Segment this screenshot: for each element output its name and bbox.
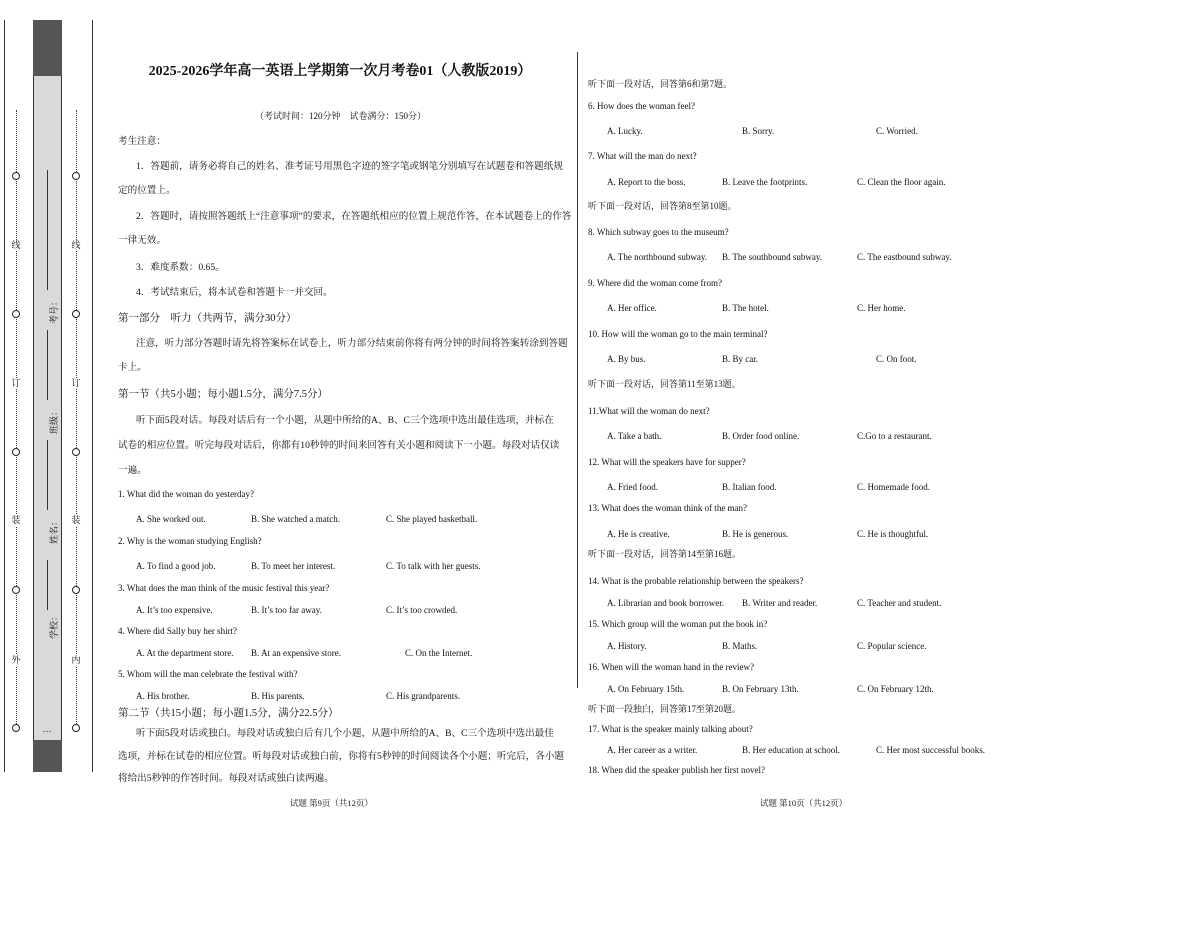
notice-heading: 考生注意： — [118, 136, 166, 147]
option-a[interactable]: A. History. — [607, 641, 647, 651]
option-c[interactable]: C. She played basketball. — [386, 514, 478, 524]
outer-circle — [12, 310, 20, 318]
question-stem: 2. Why is the woman studying English? — [118, 536, 262, 546]
field-school-line[interactable] — [47, 560, 48, 610]
notice-line: 4．考试结束后，将本试卷和答题卡一并交回。 — [136, 287, 333, 298]
option-c[interactable]: C.Go to a restaurant. — [857, 431, 932, 441]
section1-instruction: 一遍。 — [118, 465, 147, 476]
field-name-label: 姓名： — [49, 516, 60, 545]
column-divider — [577, 52, 578, 688]
option-c[interactable]: C. Teacher and student. — [857, 598, 942, 608]
question-stem: 14. What is the probable relationship between the speakers? — [588, 576, 804, 586]
option-b[interactable]: B. Leave the footprints. — [722, 177, 808, 187]
dialogue-instruction: 听下面一段对话，回答第8至第10题。 — [588, 201, 737, 211]
option-a[interactable]: A. Her career as a writer. — [607, 745, 698, 755]
question-stem: 13. What does the woman think of the man? — [588, 503, 748, 513]
margin-border-right — [92, 20, 93, 772]
option-c[interactable]: C. On the Internet. — [405, 648, 473, 658]
section1-instruction: 听下面5段对话。每段对话后有一个小题，从题中所给的A、B、C三个选项中选出最佳选项，并标在 — [136, 415, 554, 426]
outer-circle — [12, 172, 20, 180]
field-class-line[interactable] — [47, 330, 48, 400]
section2-instruction: 将给出5秒钟的作答时间。每段对话或独白读两遍。 — [118, 773, 334, 784]
outer-dotted-line — [16, 110, 17, 730]
option-a[interactable]: A. To find a good job. — [136, 561, 216, 571]
option-a[interactable]: A. Lucky. — [607, 126, 643, 136]
dialogue-instruction: 听下面一段独白，回答第17至第20题。 — [588, 704, 742, 714]
question-stem: 7. What will the man do next? — [588, 151, 697, 161]
section2-instruction: 选项，并标在试卷的相应位置。听每段对话或独白前，你将有5秒钟的时间阅读各个小题；听完后，各小题 — [118, 751, 565, 762]
option-a[interactable]: A. Librarian and book borrower. — [607, 598, 724, 608]
option-b[interactable]: B. Her education at school. — [742, 745, 840, 755]
outer-char-zhuang: 装 — [11, 515, 21, 525]
inner-circle — [72, 172, 80, 180]
option-c[interactable]: C. It’s too crowded. — [386, 605, 458, 615]
margin-ellipsis: … — [42, 724, 52, 734]
option-b[interactable]: B. He is generous. — [722, 529, 789, 539]
question-stem: 11.What will the woman do next? — [588, 406, 710, 416]
option-b[interactable]: B. His parents. — [251, 691, 305, 701]
option-a[interactable]: A. On February 15th. — [607, 684, 685, 694]
option-a[interactable]: A. Her office. — [607, 303, 657, 313]
part1-note: 注意，听力部分答题时请先将答案标在试卷上，听力部分结束前你将有两分钟的时间将答案转涂到答题 — [136, 338, 568, 349]
margin-dark-bottom — [33, 740, 62, 772]
question-stem: 1. What did the woman do yesterday? — [118, 489, 255, 499]
option-c[interactable]: C. On foot. — [876, 354, 917, 364]
option-a[interactable]: A. Report to the boss. — [607, 177, 686, 187]
notice-line: 1．答题前，请务必将自己的姓名、准考证号用黑色字迹的签字笔或钢笔分别填写在试题卷和答题纸规 — [136, 161, 563, 172]
question-stem: 5. Whom will the man celebrate the festival with? — [118, 669, 298, 679]
question-stem: 18. When did the speaker publish her first novel? — [588, 765, 766, 775]
field-number-line[interactable] — [47, 170, 48, 290]
dialogue-instruction: 听下面一段对话，回答第14至第16题。 — [588, 549, 742, 559]
option-c[interactable]: C. Her most successful books. — [876, 745, 985, 755]
question-stem: 10. How will the woman go to the main terminal? — [588, 329, 768, 339]
inner-char-nei: 内 — [71, 655, 81, 665]
inner-circle — [72, 724, 80, 732]
option-a[interactable]: A. By bus. — [607, 354, 646, 364]
question-stem: 9. Where did the woman come from? — [588, 278, 723, 288]
field-class-label: 班级： — [49, 406, 60, 435]
outer-char-xian: 线 — [11, 240, 21, 250]
option-b[interactable]: B. Writer and reader. — [742, 598, 818, 608]
dialogue-instruction: 听下面一段对话，回答第6和第7题。 — [588, 79, 733, 89]
option-b[interactable]: B. Order food online. — [722, 431, 800, 441]
question-stem: 4. Where did Sally buy her shirt? — [118, 626, 238, 636]
option-b[interactable]: B. It’s too far away. — [251, 605, 322, 615]
notice-line: 2．答题时，请按照答题纸上“注意事项”的要求，在答题纸相应的位置上规范作答，在本试题卷上的作答 — [136, 211, 572, 222]
outer-circle — [12, 724, 20, 732]
option-c[interactable]: C. Popular science. — [857, 641, 927, 651]
option-b[interactable]: B. Italian food. — [722, 482, 777, 492]
margin-border-left — [4, 20, 5, 772]
option-a[interactable]: A. The northbound subway. — [607, 252, 707, 262]
notice-line: 定的位置上。 — [118, 185, 176, 196]
option-b[interactable]: B. The hotel. — [722, 303, 769, 313]
option-c[interactable]: C. To talk with her guests. — [386, 561, 481, 571]
question-stem: 16. When will the woman hand in the review? — [588, 662, 755, 672]
inner-char-zhuang: 装 — [71, 515, 81, 525]
option-c[interactable]: C. Homemade food. — [857, 482, 930, 492]
outer-char-wai: 外 — [11, 655, 21, 665]
inner-circle — [72, 586, 80, 594]
option-a[interactable]: A. It’s too expensive. — [136, 605, 213, 615]
section1-instruction: 试卷的相应位置。听完每段对话后，你都有10秒钟的时间来回答有关小题和阅读下一小题。每段对话仅读 — [118, 440, 560, 451]
option-a[interactable]: A. Fried food. — [607, 482, 658, 492]
option-c[interactable]: C. Worried. — [876, 126, 918, 136]
margin-dark-top — [33, 20, 62, 76]
notice-line: 3．难度系数：0.65。 — [136, 262, 225, 273]
option-b[interactable]: B. At an expensive store. — [251, 648, 341, 658]
outer-circle — [12, 586, 20, 594]
question-stem: 17. What is the speaker mainly talking about? — [588, 724, 753, 734]
question-stem: 3. What does the man think of the music festival this year? — [118, 583, 330, 593]
part1-note: 卡上。 — [118, 362, 147, 373]
option-c[interactable]: C. His grandparents. — [386, 691, 460, 701]
inner-char-ding: 订 — [71, 378, 81, 388]
left-page-footer: 试题 第9页（共12页） — [290, 798, 373, 808]
option-a[interactable]: A. Take a bath. — [607, 431, 662, 441]
option-a[interactable]: A. His brother. — [136, 691, 190, 701]
option-c[interactable]: C. He is thoughtful. — [857, 529, 929, 539]
field-number-label: 考号： — [49, 296, 60, 325]
exam-info: （考试时间：120分钟 试卷满分：150分） — [255, 111, 427, 121]
question-stem: 6. How does the woman feel? — [588, 101, 695, 111]
option-c[interactable]: C. On February 12th. — [857, 684, 934, 694]
section1-heading: 第一节（共5小题；每小题1.5分，满分7.5分） — [118, 389, 328, 400]
outer-circle — [12, 448, 20, 456]
option-a[interactable]: A. He is creative. — [607, 529, 670, 539]
question-stem: 12. What will the speakers have for supper? — [588, 457, 746, 467]
right-page-footer: 试题 第10页（共12页） — [760, 798, 848, 808]
option-b[interactable]: B. The southbound subway. — [722, 252, 822, 262]
inner-char-xian: 线 — [71, 240, 81, 250]
exam-title: 2025-2026学年高一英语上学期第一次月考卷01（人教版2019） — [148, 64, 532, 79]
section2-instruction: 听下面5段对话或独白。每段对话或独白后有几个小题，从题中所给的A、B、C三个选项中选出最佳 — [136, 728, 554, 739]
inner-circle — [72, 310, 80, 318]
option-a[interactable]: A. She worked out. — [136, 514, 206, 524]
inner-dotted-line — [76, 110, 77, 730]
inner-circle — [72, 448, 80, 456]
option-b[interactable]: B. To meet her interest. — [251, 561, 336, 571]
part1-heading: 第一部分 听力（共两节，满分30分） — [118, 313, 297, 324]
section2-heading: 第二节（共15小题；每小题1.5分，满分22.5分） — [118, 708, 339, 719]
option-c[interactable]: C. The eastbound subway. — [857, 252, 952, 262]
option-a[interactable]: A. At the department store. — [136, 648, 234, 658]
field-school-label: 学校： — [49, 611, 60, 640]
option-c[interactable]: C. Her home. — [857, 303, 906, 313]
option-c[interactable]: C. Clean the floor again. — [857, 177, 946, 187]
question-stem: 8. Which subway goes to the museum? — [588, 227, 729, 237]
dialogue-instruction: 听下面一段对话，回答第11至第13题。 — [588, 379, 741, 389]
option-b[interactable]: B. By car. — [722, 354, 758, 364]
option-b[interactable]: B. Sorry. — [742, 126, 775, 136]
option-b[interactable]: B. Maths. — [722, 641, 758, 651]
question-stem: 15. Which group will the woman put the book in? — [588, 619, 768, 629]
notice-line: 一律无效。 — [118, 235, 166, 246]
option-b[interactable]: B. She watched a match. — [251, 514, 340, 524]
field-name-line[interactable] — [47, 440, 48, 510]
option-b[interactable]: B. On February 13th. — [722, 684, 799, 694]
outer-char-ding: 订 — [11, 378, 21, 388]
